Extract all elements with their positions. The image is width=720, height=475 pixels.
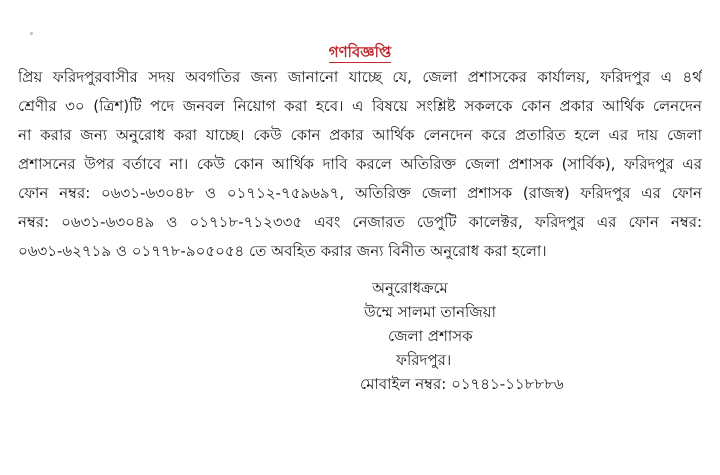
body-line-1: প্রিয় ফরিদপুরবাসীর সদয় অবগতির জন্য জানানো যাচ্ছে যে, জেলা প্রশাসকের কার্যালয়, ফরিদপুর এ ৪র্থ	[18, 68, 702, 86]
signatory-district: ফরিদপুর।	[396, 351, 452, 369]
signatory-name: উম্মে সালমা তানজিয়া	[364, 303, 496, 321]
body-line-4: প্রশাসনের উপর বর্তাবে না। কেউ কোন আর্থিক দাবি করলে অতিরিক্ত জেলা প্রশাসক (সার্বিক), ফরিদপুর এর	[18, 155, 702, 173]
body-line-3: না করার জন্য অনুরোধ করা যাচ্ছে। কেউ কোন প্রকার আর্থিক লেনদেন করে প্রতারিত হলে এর দায় জেলা	[18, 126, 702, 144]
signature-block	[360, 276, 660, 396]
scan-speck	[30, 32, 33, 35]
notice-title-row	[0, 42, 720, 62]
by-order-text: অনুরোধক্রমে	[372, 279, 448, 297]
body-line-2: শ্রেণীর ৩০ (ত্রিশ)টি পদে জনবল নিয়োগ করা হবে। এ বিষয়ে সংশ্লিষ্ট সকলকে কোন প্রকার আর্থিক লেনদেন	[18, 97, 702, 115]
body-line-5: ফোন নম্বর: ০৬৩১-৬৩০৪৮ ও ০১৭১২-৭৫৯৬৯৭, অতিরিক্ত জেলা প্রশাসক (রাজস্ব) ফরিদপুর এর ফোন	[18, 184, 702, 202]
body-line-7: ০৬৩১-৬২৭১৯ ও ০১৭৭৮-৯০৫০৫৪ তে অবহিত করার জন্য বিনীত অনুরোধ করা হলো।	[18, 242, 547, 260]
mobile-number: মোবাইল নম্বর: ০১৭৪১-১১৮৮৮৬	[360, 375, 564, 393]
notice-title: গণবিজ্ঞপ্তি	[328, 43, 392, 61]
body-line-6: নম্বর: ০৬৩১-৬৩০৪৯ ও ০১৭১৮-৭১২৩৩৫ এবং নেজারত ডেপুটি কালেক্টর, ফরিদপুর এর ফোন নম্বর:	[18, 213, 702, 231]
signatory-designation: জেলা প্রশাসক	[388, 327, 473, 345]
